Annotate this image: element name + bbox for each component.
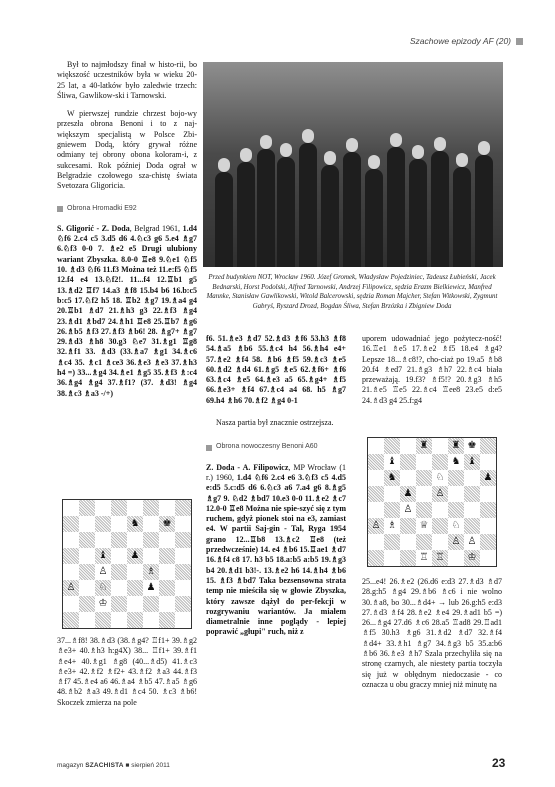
chess-piece: ♖	[419, 552, 429, 563]
board-square	[416, 486, 432, 502]
section-label-1-text: Obrona Hromadki E92	[67, 204, 137, 212]
chess-piece: ♗	[387, 520, 397, 531]
chess-piece: ♙	[435, 488, 445, 499]
footer-brand: SZACHISTA	[85, 762, 124, 769]
board-square	[464, 518, 480, 534]
board-square	[95, 612, 111, 628]
page-number: 23	[492, 756, 506, 770]
board-square	[95, 500, 111, 516]
game-2-moves: 1.d4 ♘f6 2.c4 e6 3.♘f3 c5 4.d5 e:d5 5.c:d5 d6 6.♘c3 a6 7.a4 g6 8.♗g5 ♗g7 9. ♘d2 ♗bd7 10.e3 0-0 11.♗e2 ♗c7 12.0-0 ♖e8 Można nie spie-szyć się z tym ruchem, gdyż pionek stoi na e3, zamiast e4. W partii Saj-gin - Tal, Ryga 1954 grano 12...♖b8 13.♗c2 ♖e8 (też przedwcześnie) 14. e4 ♗b6 15.♖ae1 ♗d7 16.♗f4 c8 17. h3 b5 18.a:b5 a:b5 19.♗g3 b4 20.♗d1 b3!-. 13.♗e2 h6 14.♗h4 ♗b6 15. ♗f3 ♗bd7 Taka bezsensowna strata temp nie mieściła się w głowie Zbyszka, który zawsze dążył do per-fekcji w rozgrywaniu wariantów. Ja miałem diametralnie inne poglądy - lepiej poprawić „głupi" ruch, niż z	[206, 472, 346, 637]
board-square	[63, 548, 79, 564]
chess-piece: ♙	[403, 504, 413, 515]
game-1-moves: 1.d4 ♘f6 2.c4 c5 3.d5 d6 4.♘c3 g6 5.e4 ♗g7 6.♘f3 0-0 7. ♗e2 e5 Drugi ulubiony wariant Zbyszka. 8.0-0 ♖e8 9.♘e1 ♘f5 10. ♗d3 ♘f6 11.f3 Można też 11.e:f5 ♘f5 12.f4 e4 13.♘f2!. 11...f4 12.♖b1 g5 13.♗d2 ♖f7 14.a3 ♗f8 15.b4 b6 16.b:c5 b:c5 17.♘f2 h5 18. ♖b2 ♗g7 19.♗a4 g4 20.♖b1 ♗d7 21.♗h3 g3 22.♗f3 ♗g4 23.♗d1 ♗bd7 24.♗h1 ♖e8 25.♖b7 ♗g6 26.♗b5 ♗f3 27.♗f3 ♗b6! 28. ♗g7+ ♗g7 29.♗d3 ♗h8 30.g3 ♘e7 31.♗g1 ♖g8 32.♗f1 33. ♗d3 (33.♗a7 ♗g1 34.♗c6 ♗c4 35. ♗c1 ♗ce3 36.♗e3 ♗e3 37.♗h3 h4 =) 33...♗g4 34.♗e1 ♗g5 35.♗f3 ♗:c4 36.♗g4 ♗g4 37.♗f1? (37. ♗d3! ♗g4 38.♗c3 ♗a3 -/+)	[57, 223, 198, 398]
column-3	[362, 334, 502, 406]
board-square	[432, 454, 448, 470]
column-2	[206, 334, 346, 638]
board-square	[63, 580, 79, 596]
board-square	[111, 500, 127, 516]
photo-person	[277, 157, 295, 267]
column-1	[57, 60, 197, 399]
footer-magazine	[57, 762, 170, 769]
game-1-text	[57, 224, 197, 399]
board-square	[79, 564, 95, 580]
board-square	[400, 454, 416, 470]
board-square	[448, 534, 464, 550]
photo-person	[343, 152, 361, 267]
board-square	[111, 516, 127, 532]
chess-piece: ♔	[98, 598, 108, 609]
board-square	[79, 548, 95, 564]
board-square	[175, 532, 191, 548]
chess-piece: ♝	[467, 456, 477, 467]
board-square	[400, 518, 416, 534]
footer-separator-icon: ■	[125, 762, 130, 769]
game-1-heading: S. Gligorić - Z. Doda	[57, 223, 130, 233]
photo-person	[321, 165, 339, 267]
board-square	[448, 550, 464, 566]
board-square	[464, 534, 480, 550]
photo-person	[475, 155, 493, 267]
section-label-1	[57, 204, 197, 214]
board-square	[368, 534, 384, 550]
chess-piece: ♝	[387, 456, 397, 467]
board-square	[159, 612, 175, 628]
intro-paragraph-1: Był to najmłodszy finał w histo-rii, bo większość uczestników była w wieku 20-25 lat, a 40-latków było zaledwie trzech: Śliwa, Gawlikow-ski i Tarnowski.	[57, 60, 197, 100]
board-square	[95, 548, 111, 564]
game-2-continuation: 25...e4! 26.♗e2 (26.d6 e:d3 27.♗d3 ♗d7 28.g:h5 ♗g4 29.♗b6 ♗c6 i nie wolno 30.♗a8, bo 30...♗d4+ → lub 26.g:h5 e:d3 27.♗d3 ♗f4 28.♗e2 ♗e4 29.♗ad1 b5 =) 26...♗g4 27.d6 ♗c6 28.a5 ♖ad8 29.♖ad1 ♗f5 30.h3 ♗g6 31.♗d2 ♗d7 32.♗f4 ♗d4+ 33.♗h1 ♗g7 34.♗g3 b5 35.a:b6 ♗b6 36.♗e3 ♗h7 Szala przechyliła się na stronę czarnych, ale niestety partia toczyła się już w obłędnym niedoczasie - co oznacza u obu graczy mniej niż minutę na	[362, 577, 502, 689]
board-square	[384, 502, 400, 518]
board-square	[143, 596, 159, 612]
board-square	[95, 564, 111, 580]
board-square	[400, 486, 416, 502]
photo-person	[387, 147, 405, 267]
section-square-icon	[206, 445, 212, 451]
board-square	[159, 516, 175, 532]
board-square	[63, 516, 79, 532]
board-square	[175, 500, 191, 516]
board-square	[400, 534, 416, 550]
chess-piece: ♘	[435, 472, 445, 483]
game-1-moves-end-text: f6. 51.♗e3 ♗d7 52.♗d3 ♗f6 53.h3 ♗f8 54.♗a5 ♗b6 55.♗c4 h4 56.♗h4 e4+ 57.♗e2 ♗f4 58. ♗b6 ♗f5 59.♗c3 ♗e5 60.♗d2 ♗d4 61.♗g5 ♗e5 62.♗f6+ ♗f6 63.♗c4 ♗e5 64.♗e3 a5 65.♗g4+ ♗f5 66.♗e3+ ♗f4 67.♗c4 a4 68. h5 ♗g7 69.h4 ♗h6 70.♗f2 ♗g4 0-1	[206, 334, 346, 405]
board-square	[111, 548, 127, 564]
board-square	[432, 486, 448, 502]
chess-piece: ♜	[419, 440, 429, 451]
board-square	[143, 548, 159, 564]
chess-piece: ♔	[467, 552, 477, 563]
chess-piece: ♗	[146, 566, 156, 577]
section-label-2-text: Obrona nowoczesny Benoni A60	[216, 443, 318, 451]
chess-piece: ♙	[451, 536, 461, 547]
chess-piece: ♟	[403, 488, 413, 499]
chess-piece: ♕	[419, 520, 429, 531]
chess-piece: ♞	[451, 456, 461, 467]
board-square	[480, 502, 496, 518]
section-label-2	[206, 442, 346, 452]
board-square	[448, 502, 464, 518]
chess-piece: ♘	[451, 520, 461, 531]
board-square	[175, 596, 191, 612]
board-square	[448, 470, 464, 486]
game-2-moves-cont: uporem udowadniać jego pożytecz-ność! 16.♖e1 ♗e5 17.♗e2 ♗f5 18.e4 ♗g4? Lepsze 18...♗c8!?, cho-ciaż po 19.a5 ♗b8 20.f4 ♗ed7 21.♗g3 ♗h7 22.♗c4 biała przeważają. 19.f3? ♗f5!? 20.♗g3 ♗h5 21.♗e5 ♖e5 22.♗c4 ♖ee8 23.e5 d:e5 24.♗d3 g4 25.f:g4	[362, 334, 502, 405]
group-photo	[203, 62, 503, 267]
board-square	[464, 454, 480, 470]
photo-person	[237, 162, 255, 267]
board-square	[143, 564, 159, 580]
board-square	[480, 550, 496, 566]
board-square	[368, 550, 384, 566]
board-square	[143, 612, 159, 628]
board-square	[432, 550, 448, 566]
board-square	[143, 516, 159, 532]
board-square	[384, 486, 400, 502]
board-square	[432, 518, 448, 534]
board-square	[400, 502, 416, 518]
board-square	[400, 470, 416, 486]
board-square	[95, 596, 111, 612]
board-square	[127, 564, 143, 580]
board-square	[400, 550, 416, 566]
column-1-continued	[57, 636, 197, 708]
board-square	[63, 596, 79, 612]
board-square	[127, 532, 143, 548]
board-square	[432, 502, 448, 518]
board-square	[432, 470, 448, 486]
closing-text: Nasza partia był znacznie ostrzejsza.	[216, 418, 334, 428]
chess-piece: ♙	[371, 520, 381, 531]
photo-person	[365, 169, 383, 267]
board-square	[368, 470, 384, 486]
intro-paragraph-2: W pierwszej rundzie chrzest bojo-wy przeszła obrona Benoni i to z naj-większym specjalistą w Polsce Zbi-gniewem Dodą, który grywał różne odmiany tej obrony obona koloram-i, z sukcesami. Rok później Doda ograł w Belgradzie czołowego sza-chistę świata Svetozara Gligoricia.	[57, 109, 197, 191]
board-square	[127, 612, 143, 628]
running-header	[410, 36, 523, 46]
board-square	[368, 486, 384, 502]
chess-piece: ♟	[483, 472, 493, 483]
chess-piece: ♙	[98, 566, 108, 577]
board-square	[448, 518, 464, 534]
board-square	[159, 500, 175, 516]
board-square	[368, 454, 384, 470]
board-square	[95, 580, 111, 596]
chess-piece: ♞	[130, 518, 140, 529]
board-square	[79, 532, 95, 548]
board-square	[368, 438, 384, 454]
section-square-icon	[57, 206, 63, 212]
game-1-place: , Belgrad 1961,	[129, 223, 183, 233]
board-square	[384, 518, 400, 534]
board-square	[480, 454, 496, 470]
board-square	[384, 454, 400, 470]
board-square	[416, 438, 432, 454]
chess-piece: ♘	[98, 582, 108, 593]
game-2-heading: Z. Doda - A. Filipowicz	[206, 462, 289, 472]
board-square	[63, 564, 79, 580]
board-square	[95, 516, 111, 532]
board-square	[79, 612, 95, 628]
photo-person	[453, 167, 471, 267]
board-square	[480, 470, 496, 486]
board-square	[175, 564, 191, 580]
board-square	[175, 548, 191, 564]
board-square	[448, 454, 464, 470]
board-square	[111, 580, 127, 596]
board-square	[480, 518, 496, 534]
board-square	[368, 518, 384, 534]
chess-piece: ♖	[435, 552, 445, 563]
board-square	[368, 502, 384, 518]
chess-piece: ♟	[130, 550, 140, 561]
board-square	[159, 548, 175, 564]
chess-piece: ♟	[146, 582, 156, 593]
board-square	[159, 532, 175, 548]
board-square	[127, 580, 143, 596]
board-square	[448, 486, 464, 502]
photo-person	[257, 149, 275, 267]
game-2-place: , MP Wrocław (1 r.) 1960,	[206, 462, 347, 482]
board-square	[143, 500, 159, 516]
board-square	[464, 470, 480, 486]
board-square	[63, 532, 79, 548]
chess-piece: ♜	[451, 440, 461, 451]
board-square	[480, 438, 496, 454]
board-square	[416, 470, 432, 486]
board-square	[432, 534, 448, 550]
photo-caption: Przed budynkiem NOT, Wrocław 1960. Józef Gromek, Władysław Pojedziniec, Tadeusz Łubieński, Jacek Bednarski, Horst Podolski, Alfred Tarnowski, Andrzej Filipowicz, sędzia Erazm Bielkiewicz, Manfred Mannke, Stanisław Gawlikowski, Witold Balcerowski, sędzia Roman Majcher, Stefan Witkowski, Zygmunt Gabryś, Ryszard Drozd, Bogdan Śliwa, Stefan Brzózka i Zbigniew Doda	[206, 274, 498, 310]
game-1-continuation: 37...♗f8! 38.♗d3 (38.♗g4? ♖f1+ 39.♗g2 ♗e3+ 40.♗h3 h:g4X) 38... ♖f1+ 39.♗f1 ♗e4+ 40.♗g1 ♗g8 (40...♗d5) 41.♗c3 ♗e3+ 42.♗f2 ♗f2+ 43.♗f2 ♗a3 44.♗f3 ♗f7 45.♗e4 a6 46.♗a4 ♗b5 47.♗a5 ♗g6 48.♗b2 ♗a3 49.♗d1 ♗c4 50. ♗c3 ♗b6! Skoczek zmierza na pole	[57, 636, 197, 707]
board-square	[175, 612, 191, 628]
board-square	[416, 454, 432, 470]
board-square	[480, 534, 496, 550]
chess-piece: ♙	[467, 536, 477, 547]
board-square	[79, 516, 95, 532]
board-square	[432, 438, 448, 454]
board-square	[127, 548, 143, 564]
running-header-title: Szachowe epizody AF (20)	[409, 36, 511, 46]
chess-piece: ♙	[66, 582, 76, 593]
board-square	[384, 550, 400, 566]
board-square	[159, 564, 175, 580]
board-square	[159, 596, 175, 612]
board-square	[79, 580, 95, 596]
footer-date: sierpień 2011	[131, 762, 170, 769]
chess-piece: ♚	[467, 440, 477, 451]
board-square	[63, 612, 79, 628]
chess-diagram-1	[62, 499, 192, 629]
board-square	[384, 438, 400, 454]
photo-person	[299, 143, 317, 267]
board-square	[384, 534, 400, 550]
column-3-continued	[362, 577, 502, 690]
chess-piece: ♞	[387, 472, 397, 483]
chess-piece: ♚	[162, 518, 172, 529]
board-square	[111, 532, 127, 548]
board-square	[416, 550, 432, 566]
board-square	[480, 486, 496, 502]
photo-person	[431, 151, 449, 267]
board-square	[143, 580, 159, 596]
board-square	[127, 596, 143, 612]
board-square	[143, 532, 159, 548]
chess-diagram-2	[367, 437, 497, 567]
board-square	[127, 500, 143, 516]
board-square	[159, 580, 175, 596]
game-1-moves-end	[206, 334, 346, 406]
board-square	[79, 596, 95, 612]
chess-piece: ♝	[98, 550, 108, 561]
board-square	[111, 564, 127, 580]
board-square	[464, 550, 480, 566]
header-square-icon	[516, 38, 523, 45]
board-square	[111, 596, 127, 612]
board-square	[175, 516, 191, 532]
photo-person	[215, 172, 233, 267]
board-square	[464, 438, 480, 454]
board-square	[111, 612, 127, 628]
board-square	[175, 580, 191, 596]
game-2-text	[206, 463, 346, 638]
board-square	[95, 532, 111, 548]
footer-prefix: magazyn	[57, 762, 84, 769]
board-square	[416, 502, 432, 518]
board-square	[464, 486, 480, 502]
board-square	[400, 438, 416, 454]
board-square	[416, 518, 432, 534]
board-square	[63, 500, 79, 516]
board-square	[384, 470, 400, 486]
board-square	[416, 534, 432, 550]
board-square	[448, 438, 464, 454]
board-square	[79, 500, 95, 516]
board-square	[127, 516, 143, 532]
board-square	[464, 502, 480, 518]
photo-person	[409, 159, 427, 267]
